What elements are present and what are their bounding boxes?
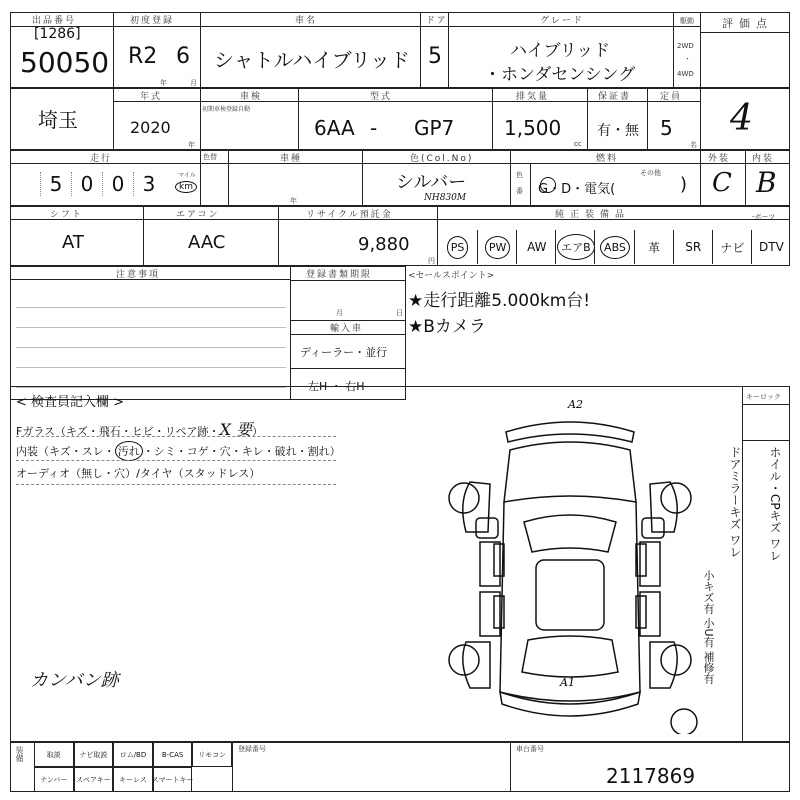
capacity-label: 定員 <box>660 92 683 102</box>
legend-mirror: ドアミラーキズ ワレ <box>728 446 742 558</box>
footer-equipment-cell: ロム/BD <box>113 742 153 767</box>
score-label: 評価点 <box>722 17 773 30</box>
entry-number: 50050 <box>20 46 110 79</box>
equipment-item: DTV <box>751 230 791 264</box>
capacity: 5 <box>660 116 673 140</box>
grade-line1: ハイブリッド <box>510 41 611 61</box>
equipment-item: PW <box>477 230 517 264</box>
footer-equipment-cell: スペアキー <box>74 767 114 792</box>
region: 埼玉 <box>38 108 78 132</box>
aircon-label: エアコン <box>176 210 220 220</box>
footer-left-label: 装備 <box>15 746 24 762</box>
reg-number-label: 登録番号 <box>238 745 266 753</box>
import-label: 輸入車 <box>330 324 364 334</box>
first-reg-month: 6 <box>176 44 190 69</box>
mileage-digit: 3 <box>133 172 164 196</box>
recycle-label: リサイクル預託金 <box>306 210 393 220</box>
sales-point-2: ★Bカメラ <box>408 317 486 337</box>
damage-mark-a1: A1 <box>560 676 575 689</box>
color-no-label: 色 <box>516 171 523 179</box>
keyless-label: キーロック <box>746 393 781 401</box>
damage-mark-a2: A2 <box>568 398 583 411</box>
displacement: 1,500 <box>504 116 562 140</box>
first-reg-label: 初度登録 <box>130 16 175 26</box>
drive-label: 駆動 <box>680 17 694 25</box>
inspection-title: < 検査員記入欄 > <box>16 395 125 410</box>
footer-equipment-cell: 取説 <box>34 742 74 767</box>
entry-sub: [1286] <box>34 26 81 42</box>
inspection-label: 車検 <box>240 92 263 102</box>
import-route: ディーラー・並行 <box>300 346 388 359</box>
doors-label: ドア <box>426 16 448 26</box>
reg-docs-label: 登録書類期限 <box>306 270 373 280</box>
steering-side: 左H ・ 右H <box>308 380 365 393</box>
footer-equipment-cell: ナビ取説 <box>74 742 114 767</box>
shift: AT <box>62 232 84 253</box>
fuel-close: ) <box>680 174 688 195</box>
color-code: NH830M <box>424 193 467 203</box>
fuel-label: 燃料 <box>596 154 619 164</box>
equipment-sub-label: -ボーツ <box>752 213 776 221</box>
model-code: GP7 <box>414 116 455 140</box>
interior-label: 内装 <box>752 154 775 164</box>
model-year: 2020 <box>130 118 171 137</box>
sales-point-1: ★走行距離5.000km台! <box>408 291 591 311</box>
footer-equipment-cell: ナンバー <box>34 767 74 792</box>
inspection-note: 初期車検登録自動 <box>202 106 251 113</box>
recycle-fee: 9,880 <box>358 234 410 255</box>
model-year-label: 年式 <box>140 92 163 102</box>
evaluation-score: 4 <box>730 98 753 139</box>
model-label: 型式 <box>370 92 393 102</box>
car-name-label: 車名 <box>295 16 318 26</box>
grade-line2: ・ホンダセンシング <box>484 65 636 85</box>
model-prefix: 6AA <box>314 116 355 140</box>
equipment-item: ナビ <box>712 230 752 264</box>
chassis-label: 車台番号 <box>516 745 544 753</box>
footer-equipment-cell: スマートキー <box>153 767 193 792</box>
audio-tire-line: オーディオ（無し・穴）/タイヤ（スタッドレス） <box>16 467 261 480</box>
color-no-label2: 番 <box>516 187 523 195</box>
equipment-label: 純正装備品 <box>555 210 631 220</box>
equipment-item: ABS <box>594 230 634 264</box>
fuel-options: G・D・電気( <box>538 182 616 197</box>
model-dash: - <box>370 116 378 140</box>
car-name: シャトルハイブリッド <box>214 48 410 72</box>
chassis-number: 2117869 <box>606 764 696 788</box>
displacement-label: 排気量 <box>516 92 550 102</box>
mileage-unit-km: km <box>175 181 197 193</box>
doors: 5 <box>428 44 442 69</box>
fuel-other-label: その他 <box>640 169 661 177</box>
equipment-item: エアB <box>555 230 595 264</box>
drive-dot: ・ <box>684 55 691 63</box>
warranty: 有・無 <box>597 123 639 139</box>
color: シルバー <box>396 172 467 193</box>
legend-wheel: ホイル・CPキズ ワレ <box>768 446 782 562</box>
entry-no-label: 出品番号 <box>32 16 77 26</box>
interior-grade: B <box>756 166 777 199</box>
first-reg-era: R2 <box>128 44 158 69</box>
mileage-unit-mile: マイル <box>178 172 196 179</box>
warranty-label: 保証書 <box>598 92 632 102</box>
interior-line: 内装（キズ・スレ・ 汚れ ・シミ・コゲ・穴・キレ・破れ・割れ） <box>16 441 341 461</box>
yen-unit: 円 <box>428 257 435 265</box>
grade-label: グレード <box>540 16 585 26</box>
footer-equipment-cell: リモコン <box>192 742 232 767</box>
equipment-item: AW <box>516 230 556 264</box>
footer-equipment-cell: B-CAS <box>153 742 193 767</box>
capacity-unit: 名 <box>690 141 697 149</box>
vehicle-year-unit: 年 <box>290 197 297 205</box>
legend-damage: 小キズ有 小U有 補修有 <box>702 570 715 685</box>
reg-month: 月 <box>336 309 343 317</box>
year-unit: 年 <box>160 79 167 87</box>
sales-point-label: <セールスポイント> <box>408 271 495 281</box>
notes-lines <box>16 288 286 388</box>
model-year-unit: 年 <box>188 141 195 149</box>
month-unit: 月 <box>190 79 197 87</box>
equipment-item: 革 <box>634 230 674 264</box>
exterior-label: 外装 <box>708 154 731 164</box>
mileage-digit: 0 <box>71 172 102 196</box>
car-damage-diagram <box>440 392 700 734</box>
drive-4wd: 4WD <box>677 70 694 78</box>
color-label: 色(Col.No) <box>410 154 474 164</box>
drive-2wd: 2WD <box>677 42 694 50</box>
equipment-item: PS <box>438 230 477 264</box>
mileage-label: 走行 <box>90 154 113 164</box>
equipment-item: SR <box>673 230 713 264</box>
mileage-digit: 0 <box>102 172 133 196</box>
fuel-gasoline-circle <box>540 177 556 193</box>
reg-day: 日 <box>396 309 403 317</box>
aircon: AAC <box>188 232 226 253</box>
footer-equipment-cell: キーレス <box>113 767 153 792</box>
vehicle-type-label: 車種 <box>280 154 303 164</box>
windshield-line: Fガラス（キズ・飛石・ヒビ・リペア跡・X 要） <box>16 420 264 439</box>
notes-label: 注意事項 <box>116 270 161 280</box>
cc-unit: cc <box>574 140 582 148</box>
dirty-circled: 汚れ <box>115 441 143 461</box>
shift-label: シフト <box>50 210 84 220</box>
color-change-label: 色替 <box>203 153 217 161</box>
mileage-digit: 5 <box>40 172 71 196</box>
handwritten-note: カンバン跡 <box>30 670 119 691</box>
exterior-grade: C <box>712 168 732 198</box>
mileage-digits <box>40 172 164 196</box>
